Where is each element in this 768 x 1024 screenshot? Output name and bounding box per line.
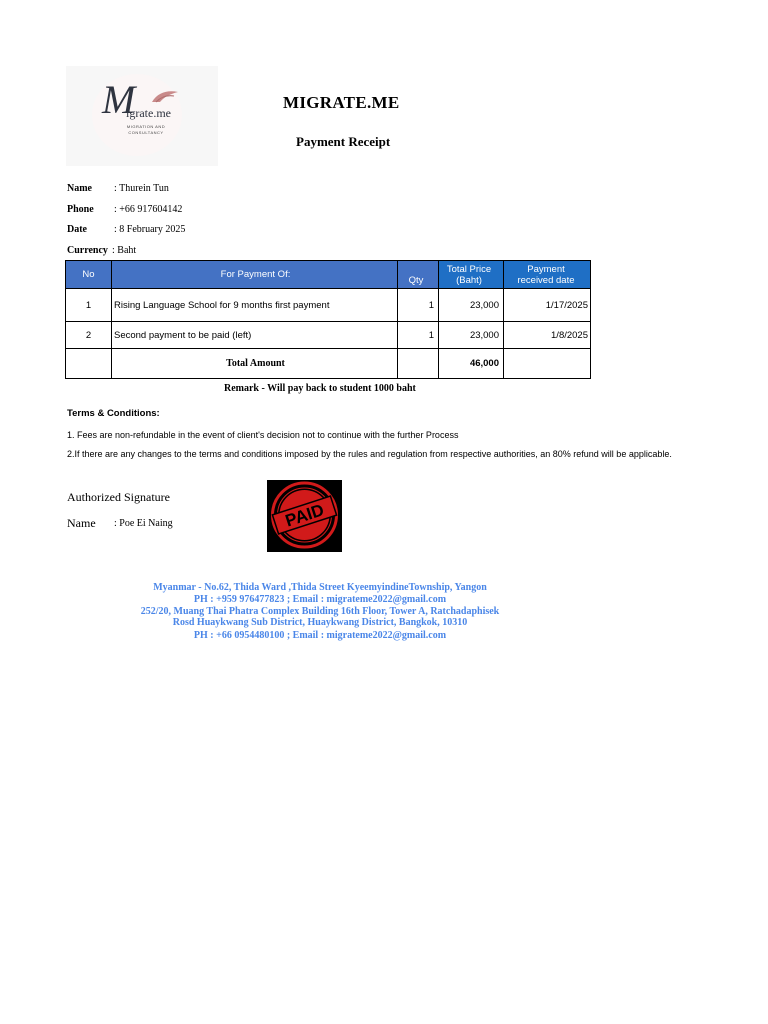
term-item: 2.If there are any changes to the terms and conditions imposed by the rules and regulation from respective authorities, an 80% refund will be applicable. bbox=[67, 449, 672, 459]
row-date: 1/8/2025 bbox=[504, 322, 591, 349]
header-description: For Payment Of: bbox=[112, 261, 398, 289]
row-description: Rising Language School for 9 months first payment bbox=[112, 289, 398, 322]
header-total-price-line1: Total Price bbox=[446, 263, 492, 275]
total-empty-qty bbox=[398, 349, 439, 379]
footer-address-thailand-2: Rosd Huaykwang Sub District, Huaykwang District, Bangkok, 10310 bbox=[172, 617, 468, 628]
name-label: Name bbox=[67, 183, 92, 194]
currency-label: Currency bbox=[67, 245, 108, 256]
signature-name-value: : Poe Ei Naing bbox=[114, 518, 173, 529]
phone-value: : +66 917604142 bbox=[114, 204, 183, 215]
name-value: : Thurein Tun bbox=[114, 183, 169, 194]
footer-contact-myanmar: PH : +959 976477823 ; Email : migrateme2022@gmail.com bbox=[193, 594, 447, 605]
row-no: 1 bbox=[66, 289, 112, 322]
stamp-text: PAID bbox=[283, 500, 327, 531]
footer-address-myanmar: Myanmar - No.62, Thida Ward ,Thida Street KyeemyindineTownship, Yangon bbox=[153, 582, 487, 593]
payment-table bbox=[65, 260, 591, 379]
table-row bbox=[66, 322, 591, 349]
header-received-date bbox=[504, 261, 591, 289]
company-logo bbox=[66, 66, 218, 166]
page-title: Payment Receipt bbox=[296, 134, 391, 149]
remark: Remark - Will pay back to student 1000 baht bbox=[224, 383, 416, 394]
header-no: No bbox=[66, 261, 112, 289]
row-price: 23,000 bbox=[439, 322, 504, 349]
footer-contact-thailand: PH : +66 0954480100 ; Email : migrateme2022@gmail.com bbox=[193, 630, 447, 641]
paid-stamp-icon bbox=[267, 480, 342, 552]
row-price: 23,000 bbox=[439, 289, 504, 322]
row-qty: 1 bbox=[398, 322, 439, 349]
terms-title: Terms & Conditions: bbox=[67, 408, 160, 419]
total-empty-date bbox=[504, 349, 591, 379]
total-value: 46,000 bbox=[439, 349, 504, 379]
phone-label: Phone bbox=[67, 204, 94, 215]
header-total-price-line2: (Baht) bbox=[456, 274, 482, 286]
logo-mark: M bbox=[102, 77, 136, 122]
paid-stamp bbox=[267, 480, 342, 552]
currency-value: : Baht bbox=[112, 245, 137, 256]
term-item: 1. Fees are non-refundable in the event of client's decision not to continue with the further Process bbox=[67, 430, 459, 440]
total-row bbox=[66, 349, 591, 379]
header-received-date-line1: Payment bbox=[527, 263, 565, 275]
date-value: : 8 February 2025 bbox=[114, 224, 186, 235]
header-received-date-line2: received date bbox=[517, 274, 575, 286]
signature-name-label: Name bbox=[67, 516, 96, 530]
table-header-row bbox=[66, 261, 591, 289]
bird-wing-icon bbox=[150, 90, 180, 104]
header-total-price bbox=[439, 261, 504, 289]
footer-address-thailand-1: 252/20, Muang Thai Phatra Complex Building 16th Floor, Tower A, Ratchadaphisek bbox=[140, 606, 500, 617]
total-label: Total Amount bbox=[112, 349, 398, 379]
row-no: 2 bbox=[66, 322, 112, 349]
logo-wordmark: igrate.me bbox=[126, 106, 171, 120]
logo-subtext: MIGRATION AND CONSULTANCY bbox=[126, 124, 166, 135]
row-description: Second payment to be paid (left) bbox=[112, 322, 398, 349]
authorized-signature-heading: Authorized Signature bbox=[67, 490, 170, 504]
date-label: Date bbox=[67, 224, 87, 235]
company-name: MIGRATE.ME bbox=[283, 93, 400, 112]
row-date: 1/17/2025 bbox=[504, 289, 591, 322]
table-row bbox=[66, 289, 591, 322]
header-qty: Qty bbox=[398, 261, 439, 289]
row-qty: 1 bbox=[398, 289, 439, 322]
total-empty-no bbox=[66, 349, 112, 379]
